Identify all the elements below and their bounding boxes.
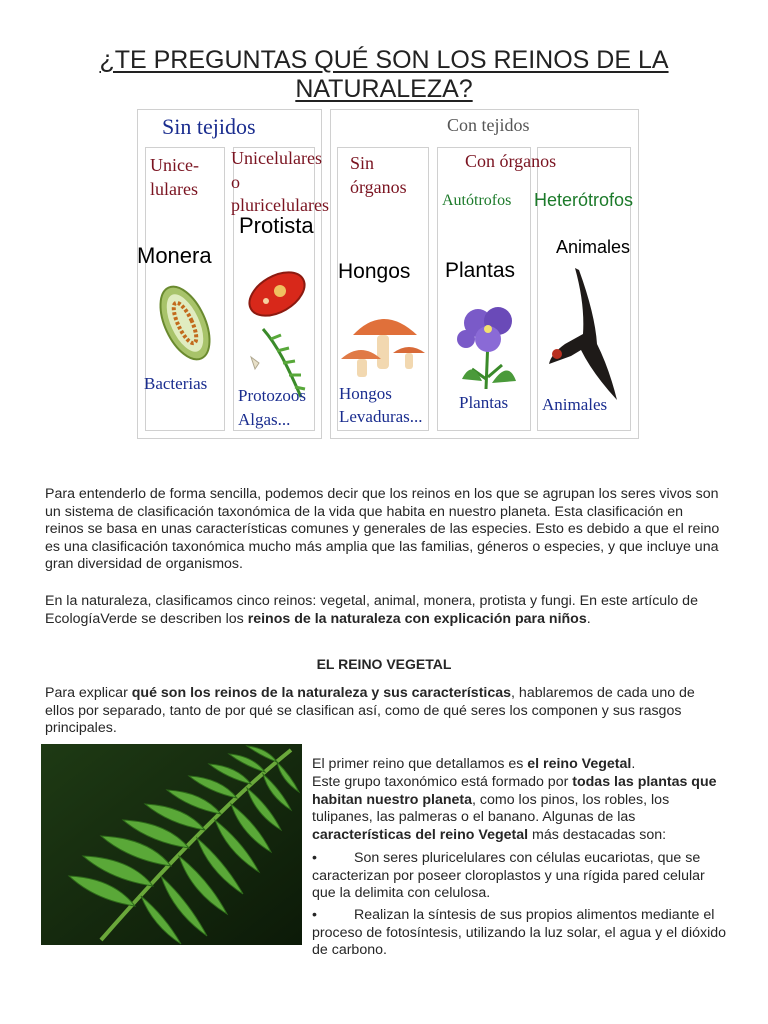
fern-image: [41, 744, 302, 945]
text-run-bold: el reino Vegetal: [527, 756, 632, 772]
label-con-organos: Con órganos: [465, 151, 557, 171]
text-run: .: [631, 756, 636, 772]
kingdom-plantas: Plantas: [445, 259, 516, 282]
label-sin-organos-2: órganos: [350, 177, 407, 197]
section-heading: EL REINO VEGETAL: [316, 656, 452, 672]
paragraph-explicar: [45, 685, 725, 738]
label-unicelulares-1: Unice-: [150, 155, 199, 175]
page-title: ¿TE PREGUNTAS QUÉ SON LOS REINOS DE LA NATURALEZA?: [99, 46, 669, 103]
paragraph-cinco-reinos: [45, 593, 725, 628]
kingdom-monera: Monera: [137, 243, 212, 268]
kingdom-hongos: Hongos: [338, 260, 411, 283]
example-protozoos: Protozoos: [238, 386, 306, 405]
paragraph-primer-reino: [312, 756, 728, 774]
violet-plant-illustration: [452, 299, 524, 391]
example-plantas: Plantas: [459, 393, 509, 412]
example-algas: Algas...: [238, 410, 291, 429]
mushroom-illustration: [339, 307, 427, 383]
kingdom-protista: Protista: [239, 213, 314, 238]
bullet-glyph: •: [312, 907, 317, 923]
example-hongos: Hongos: [339, 384, 392, 403]
fern-photo: [41, 744, 302, 945]
bacteria-illustration: [153, 281, 217, 365]
example-animales: Animales: [542, 395, 608, 414]
label-uni-pluri-1: Unicelulares: [231, 148, 322, 168]
label-uni-pluri-3: pluricelulares: [231, 195, 329, 215]
text-run: En la naturaleza, clasificamos cinco reinos: vegetal, animal, monera, protista y fungi. En este artículo de EcologíaVerde se describen los: [45, 593, 698, 627]
vulture-illustration: [545, 264, 629, 404]
label-autotrofos: Autótrofos: [442, 192, 512, 209]
text-run: Este grupo taxonómico está formado por: [312, 774, 573, 790]
text-run-bold: características del reino Vegetal: [312, 826, 529, 843]
paragraph-intro: Para entenderlo de forma sencilla, podemos decir que los reinos en los que se agrupan los seres vivos son un sistema de clasificación taxonómica de la vida que habita en nuestro planeta. Esta clasificación en reinos se basa en unas características comunes y generales de las especies. Esto es debido a que el reino es una clasificación taxonómica mucho más amplia que las familias, géneros o especies, y que incluye una gran diversidad de organismos.: [45, 486, 720, 573]
label-con-tejidos: Con tejidos: [447, 115, 530, 135]
text-run: El primer reino que detallamos es: [312, 756, 528, 772]
bullet-text: Realizan la síntesis de sus propios alimentos mediante el proceso de fotosíntesis, utilizando la luz solar, el agua y el dióxido de carbono.: [312, 907, 727, 959]
text-run-bold: todas las plantas que habitan nuestro planeta: [312, 774, 717, 808]
bullet-item-2: [312, 907, 728, 960]
text-run-bold: reinos de la naturaleza con explicación para niños: [247, 610, 587, 627]
kingdoms-diagram: [137, 109, 639, 439]
text-run: , hablaremos de cada uno de ellos por separado, tanto de por qué se clasifican así, como de qué seres los componen y sus rasgos principales.: [45, 685, 695, 737]
text-run: más destacadas son:: [528, 826, 667, 843]
bullet-item-1: [312, 850, 728, 903]
text-run: .: [586, 610, 591, 627]
text-run-bold: qué son los reinos de la naturaleza y sus características: [131, 685, 512, 701]
protozoo-illustration: [242, 259, 312, 329]
label-uni-pluri-2: o: [231, 172, 240, 192]
kingdom-animales: Animales: [556, 237, 631, 257]
label-sin-tejidos: Sin tejidos: [162, 114, 256, 139]
text-run: Para explicar: [45, 685, 132, 701]
label-heterotrofos: Heterótrofos: [534, 190, 634, 210]
label-unicelulares-2: lulares: [150, 179, 198, 199]
text-run: , como los pinos, los robles, los tulipanes, las palmeras o el banano. Algunas de las: [312, 791, 670, 826]
label-sin-organos-1: Sin: [350, 153, 375, 173]
paragraph-grupo-taxonomico: [312, 774, 728, 844]
example-levaduras: Levaduras...: [339, 407, 423, 426]
example-bacterias: Bacterias: [144, 374, 208, 393]
bullet-text: Son seres pluricelulares con células eucariotas, que se caracterizan por poseer cloroplastos y una rígida pared celular que la delimita con celulosa.: [312, 850, 705, 902]
bullet-glyph: •: [312, 850, 317, 866]
